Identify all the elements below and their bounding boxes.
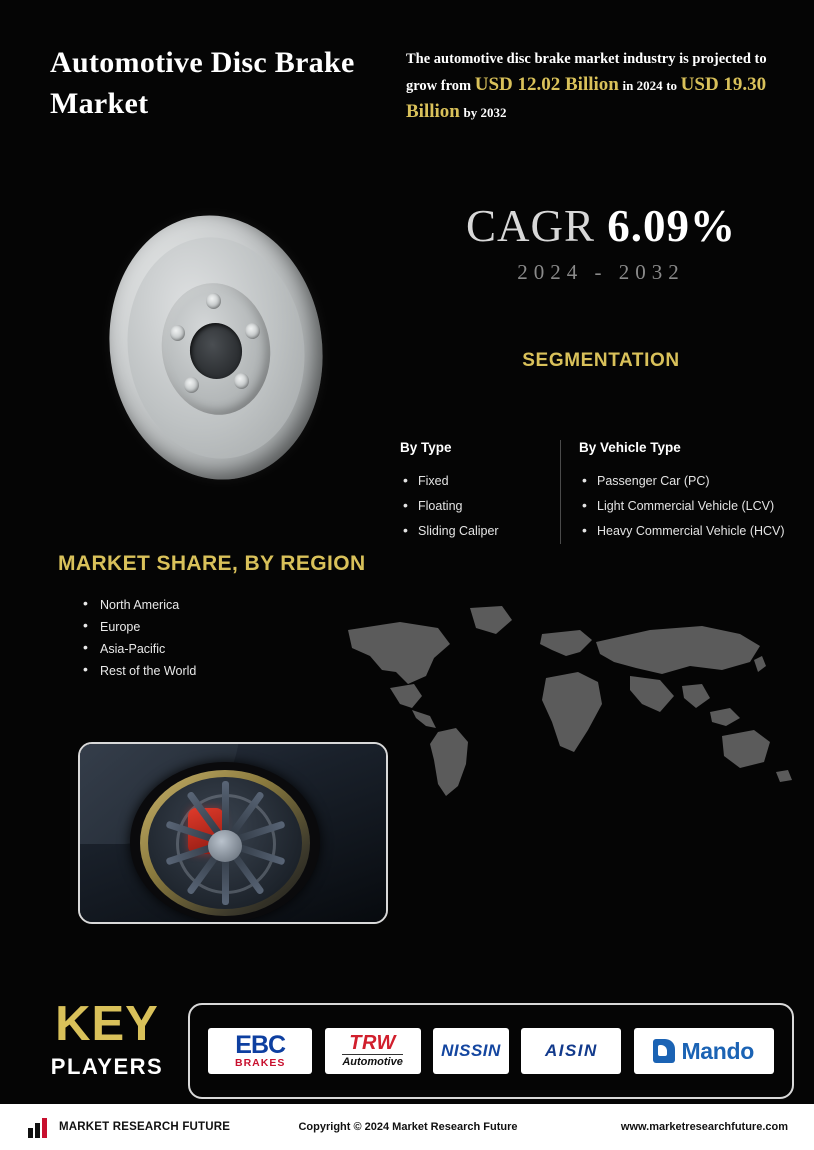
key-players-logo-box [188,1003,794,1099]
statement-part-1: The automotive disc brake market industry is projected to grow from [406,51,767,94]
aisin-logo [521,1028,621,1074]
list-item: • Heavy Commercial Vehicle (HCV) [579,519,790,544]
rotor-bolt-hole [206,293,221,309]
statement-part-3: to [666,78,678,93]
list-item: • Fixed [400,469,550,494]
ebc-logo-text: EBC [235,1031,286,1059]
footer-copyright: Copyright © 2024 Market Research Future [298,1121,518,1133]
page-title: Automotive Disc Brake Market [50,46,355,120]
aisin-logo-text: AISIN [544,1041,598,1060]
footer-brand-name: MARKET RESEARCH FUTURE [59,1121,231,1133]
cagr-years: 2024 - 2032 [517,260,685,284]
nissin-logo [433,1028,509,1074]
ebc-brakes-logo [208,1028,312,1074]
segmentation-vehicle-list [579,469,790,544]
cagr-label: CAGR [465,201,596,251]
cagr-line [406,200,796,252]
rotor-bolt-hole [170,325,185,341]
rotor-bolt-hole [245,323,260,339]
market-share-heading: MARKET SHARE, BY REGION [58,552,366,575]
segmentation-columns [400,440,800,544]
rotor-bolt-hole [234,373,249,389]
list-item: • Asia-Pacific [80,638,196,660]
world-map-graphic [330,600,800,800]
list-item: • Floating [400,494,550,519]
trw-logo-subtext: Automotive [342,1056,403,1068]
list-item: • Europe [80,616,196,638]
brake-caliper-photo [78,742,388,924]
segmentation-type-list [400,469,550,544]
footer-website[interactable]: www.marketresearchfuture.com [620,1121,788,1133]
cagr-block [406,200,796,285]
statement-part-2: in 2024 [622,78,663,93]
market-share-region-list [80,594,196,682]
photo-wheel-hubcap [208,830,242,862]
segmentation-column-header: By Vehicle Type [579,440,681,455]
disc-brake-rotor-illustration [110,205,330,495]
trw-logo-text: TRW [349,1032,396,1054]
segmentation-column-header: By Type [400,440,452,455]
statement-part-4: by 2032 [463,105,507,120]
cagr-value: 6.09% [607,201,737,251]
footer-bar [0,1104,814,1150]
mando-logo [634,1028,774,1074]
list-item: • Passenger Car (PC) [579,469,790,494]
market-growth-statement [406,46,798,126]
mando-logo-text: Mando [681,1037,755,1064]
footer-brand [28,1116,278,1138]
list-item: • North America [80,594,196,616]
list-item: • Sliding Caliper [400,519,550,544]
key-players-label-top: KEY [55,997,159,1051]
nissin-logo-text: NISSIN [441,1041,501,1060]
mando-mark-icon [653,1039,675,1063]
key-players-label-bottom: PLAYERS [50,1054,164,1079]
statement-value-2024: USD 12.02 Billion [474,74,619,95]
statement-value-2032: USD 19.30 Billion [406,74,767,122]
world-map-svg [330,600,800,800]
rotor-bolt-hole [184,377,199,393]
ebc-logo-subtext: BRAKES [235,1057,286,1069]
segmentation-heading: SEGMENTATION [522,350,680,371]
list-item: • Rest of the World [80,660,196,682]
segmentation-column-by-type [400,440,560,544]
trw-automotive-logo [325,1028,421,1074]
key-players-label [32,998,182,1080]
list-item: • Light Commercial Vehicle (LCV) [579,494,790,519]
bar-chart-icon [28,1116,52,1138]
segmentation-column-by-vehicle-type [560,440,800,544]
